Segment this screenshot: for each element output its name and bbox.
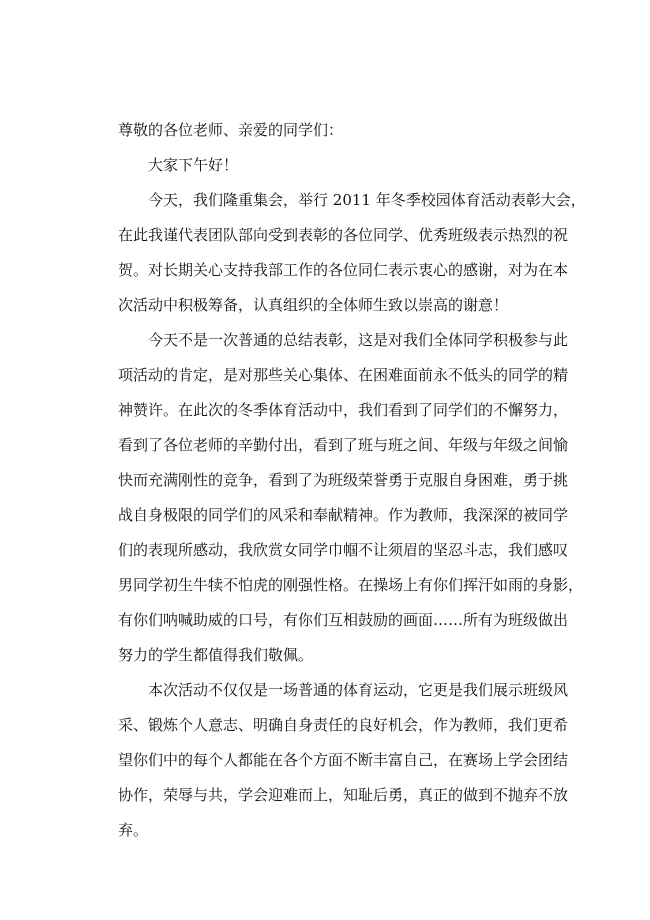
body-line: 弃。 xyxy=(118,821,149,839)
body-line: 在此我谨代表团队部向受到表彰的各位同学、优秀班级表示热烈的祝 xyxy=(118,226,569,244)
body-line: 项活动的肯定，是对那些关心集体、在困难面前永不低头的同学的精 xyxy=(118,366,569,384)
body-line: 努力的学生都值得我们敬佩。 xyxy=(118,646,314,664)
body-line: 贺。对长期关心支持我部工作的各位同仁表示衷心的感谢，对为在本 xyxy=(118,261,569,279)
body-line: 看到了各位老师的辛勤付出，看到了班与班之间、年级与年级之间愉 xyxy=(118,436,569,454)
body-line: 男同学初生牛犊不怕虎的刚强性格。在操场上有你们挥汗如雨的身影， xyxy=(118,576,584,594)
body-line: 快而充满刚性的竞争，看到了为班级荣誉勇于克服自身困难，勇于挑 xyxy=(118,471,569,489)
salutation: 尊敬的各位老师、亲爱的同学们： xyxy=(118,121,344,139)
body-line: 神赞许。在此次的冬季体育活动中，我们看到了同学们的不懈努力， xyxy=(118,401,569,419)
body-line: 本次活动不仅仅是一场普通的体育运动，它更是我们展示班级风 xyxy=(148,681,569,699)
body-line: 战自身极限的同学们的风采和奉献精神。作为教师，我深深的被同学 xyxy=(118,506,569,524)
body-line: 今天，我们隆重集会，举行 2011 年冬季校园体育活动表彰大会， xyxy=(148,191,586,209)
body-line: 次活动中积极筹备，认真组织的全体师生致以崇高的谢意！ xyxy=(118,296,509,314)
body-line: 们的表现所感动，我欣赏女同学巾帼不让须眉的坚忍斗志，我们感叹 xyxy=(118,541,569,559)
body-line: 采、锻炼个人意志、明确自身责任的良好机会，作为教师，我们更希 xyxy=(118,716,569,734)
greeting: 大家下午好！ xyxy=(148,156,239,174)
body-line: 望你们中的每个人都能在各个方面不断丰富自己，在赛场上学会团结 xyxy=(118,751,569,769)
body-line: 有你们呐喊助威的口号，有你们互相鼓励的画面……所有为班级做出 xyxy=(118,611,569,629)
body-line: 今天不是一次普通的总结表彰，这是对我们全体同学积极参与此 xyxy=(148,331,569,349)
body-line: 协作，荣辱与共，学会迎难而上，知耻后勇，真正的做到不抛弃不放 xyxy=(118,786,569,804)
